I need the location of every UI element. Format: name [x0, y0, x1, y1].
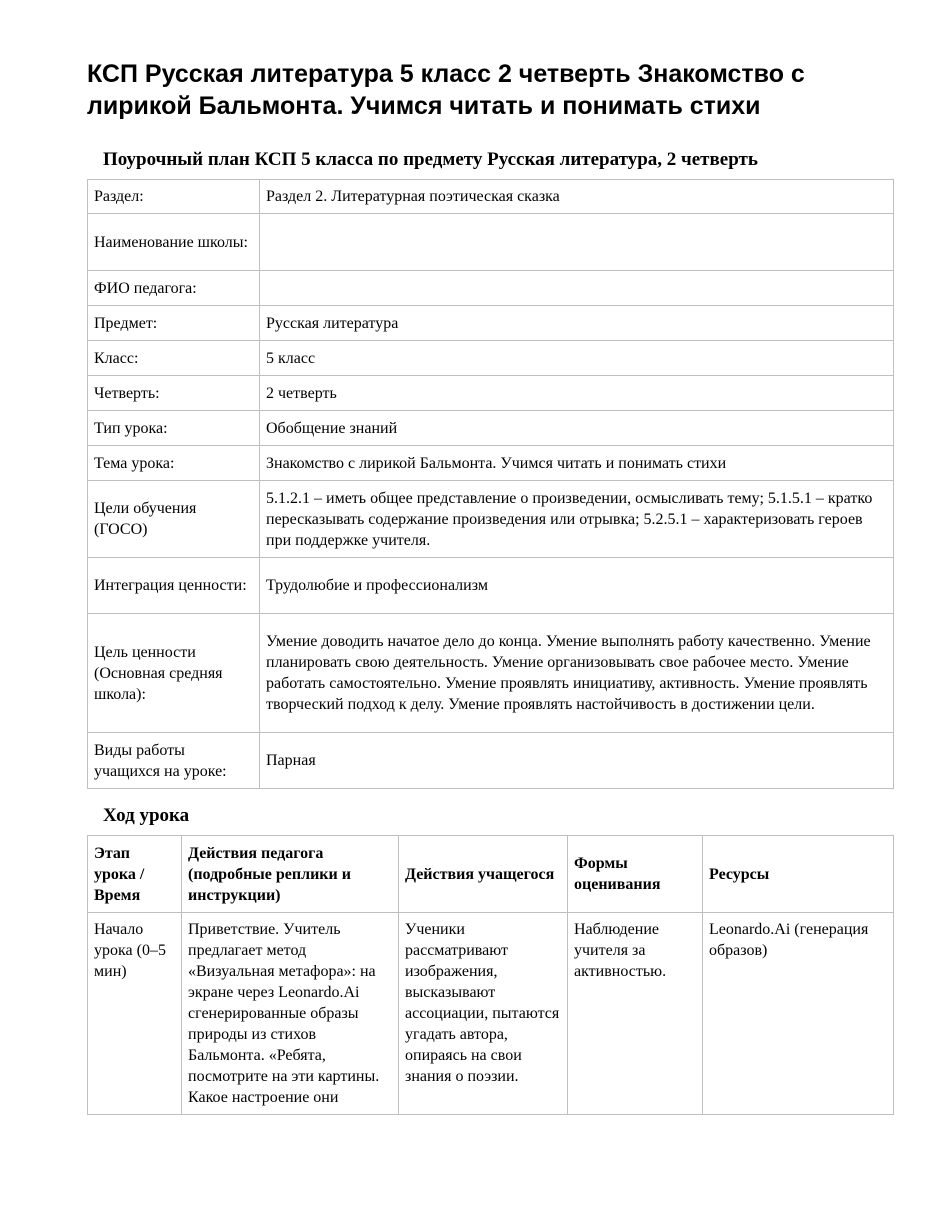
table-row [88, 306, 894, 341]
row-value: Парная [260, 733, 894, 789]
cell-resources: Leonardo.Ai (генерация образов) [703, 913, 894, 1115]
row-value: Раздел 2. Литературная поэтическая сказка [260, 180, 894, 214]
row-label: Тип урока: [88, 411, 260, 446]
row-value: 5.1.2.1 – иметь общее представление о произведении, осмысливать тему; 5.1.5.1 – кратко пересказывать содержание произведения или отрывка; 5.2.5.1 – характеризовать героев при поддержке учителя. [260, 481, 894, 558]
row-label: Тема урока: [88, 446, 260, 481]
cell-assessment: Наблюдение учителя за активностью. [568, 913, 703, 1115]
row-value: 5 класс [260, 341, 894, 376]
table-row [88, 614, 894, 733]
row-value: Обобщение знаний [260, 411, 894, 446]
row-label: Интеграция ценности: [88, 558, 260, 614]
row-value: 2 четверть [260, 376, 894, 411]
plan-heading: Поурочный план КСП 5 класса по предмету Русская литература, 2 четверть [103, 149, 758, 170]
cell-teacher-actions: Приветствие. Учитель предлагает метод «Визуальная метафора»: на экране через Leonardo.Ai сгенерированные образы природы из стихов Бальмонта. «Ребята, посмотрите на эти картины. Какое настроение они [182, 913, 399, 1115]
table-row [88, 733, 894, 789]
table-row [88, 481, 894, 558]
lesson-plan-table [87, 179, 894, 789]
table-row [88, 376, 894, 411]
row-label: Виды работы учащихся на уроке: [88, 733, 260, 789]
table-row [88, 214, 894, 271]
column-header-resources: Ресурсы [703, 836, 894, 913]
lesson-heading: Ход урока [103, 805, 190, 826]
row-label: Наименование школы: [88, 214, 260, 271]
row-label: Предмет: [88, 306, 260, 341]
column-header-teacher: Действия педагога (подробные реплики и инструкции) [182, 836, 399, 913]
table-row [88, 180, 894, 214]
table-row [88, 558, 894, 614]
row-label: Четверть: [88, 376, 260, 411]
row-value: Знакомство с лирикой Бальмонта. Учимся читать и понимать стихи [260, 446, 894, 481]
table-row [88, 341, 894, 376]
cell-student-actions: Ученики рассматривают изображения, высказывают ассоциации, пытаются угадать автора, опираясь на свои знания о поэзии. [399, 913, 568, 1115]
table-row [88, 446, 894, 481]
table-row [88, 411, 894, 446]
table-row [88, 913, 894, 1115]
row-value [260, 271, 894, 306]
row-value: Умение доводить начатое дело до конца. Умение выполнять работу качественно. Умение планировать свою деятельность. Умение организовывать свое рабочее место. Умение работать самостоятельно. Умение проявлять инициативу, активность. Умение проявлять творческий подход к делу. Умение проявлять настойчивость в достижении цели. [260, 614, 894, 733]
document-title: КСП Русская литература 5 класс 2 четверть Знакомство с лирикой Бальмонта. Учимся читать и понимать стихи [87, 60, 805, 120]
cell-stage: Начало урока (0–5 мин) [88, 913, 182, 1115]
table-header-row [88, 836, 894, 913]
row-value: Русская литература [260, 306, 894, 341]
column-header-student: Действия учащегося [399, 836, 568, 913]
column-header-assessment: Формы оценивания [568, 836, 703, 913]
row-label: Раздел: [88, 180, 260, 214]
row-value: Трудолюбие и профессионализм [260, 558, 894, 614]
table-row [88, 271, 894, 306]
row-label: Класс: [88, 341, 260, 376]
row-label: Цели обучения (ГОСО) [88, 481, 260, 558]
row-label: Цель ценности (Основная средняя школа): [88, 614, 260, 733]
lesson-progress-table [87, 835, 894, 1115]
row-value [260, 214, 894, 271]
row-label: ФИО педагога: [88, 271, 260, 306]
column-header-stage: Этап урока / Время [88, 836, 182, 913]
